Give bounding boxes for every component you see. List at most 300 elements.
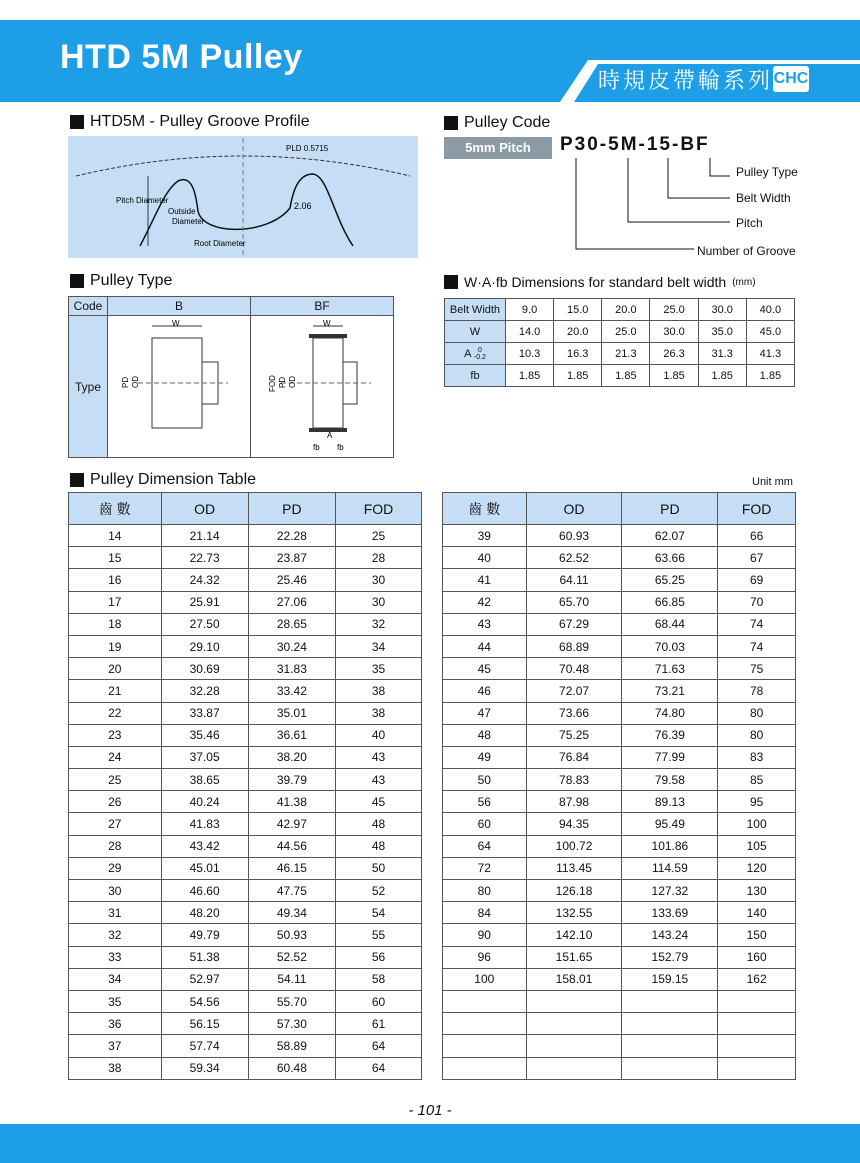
table-cell bbox=[718, 1013, 796, 1035]
table-cell: 60.48 bbox=[248, 1057, 335, 1079]
table-cell: 37 bbox=[69, 1035, 162, 1057]
dims-header-2: PD bbox=[622, 493, 718, 525]
table-cell: 70.48 bbox=[526, 658, 622, 680]
table-row bbox=[69, 547, 422, 569]
table-cell: 26 bbox=[69, 791, 162, 813]
table-cell: 70.03 bbox=[622, 635, 718, 657]
groove-section-title bbox=[70, 113, 310, 131]
table-cell: 15 bbox=[69, 547, 162, 569]
table-cell: 66 bbox=[718, 525, 796, 547]
table-cell: 49.34 bbox=[248, 902, 335, 924]
table-cell: 84 bbox=[443, 902, 527, 924]
table-cell: 52.97 bbox=[161, 968, 248, 990]
table-cell: 62.52 bbox=[526, 547, 622, 569]
table-cell: 54.11 bbox=[248, 968, 335, 990]
table-cell: 35.46 bbox=[161, 724, 248, 746]
table-cell bbox=[622, 1013, 718, 1035]
table-cell: 57.30 bbox=[248, 1013, 335, 1035]
ptype-section-title bbox=[70, 272, 172, 290]
table-cell: 17 bbox=[69, 591, 162, 613]
table-cell: 35 bbox=[336, 658, 422, 680]
table-cell: 101.86 bbox=[622, 835, 718, 857]
pulley-code-value: P30-5M-15-BF bbox=[560, 134, 710, 155]
table-cell: 49.79 bbox=[161, 924, 248, 946]
table-cell: 33 bbox=[69, 946, 162, 968]
wtable-row bbox=[445, 321, 795, 343]
table-row bbox=[69, 702, 422, 724]
table-cell bbox=[718, 990, 796, 1012]
ptype-header-b: B bbox=[108, 297, 251, 316]
dims-title-text: Pulley Dimension Table bbox=[90, 471, 257, 488]
table-cell: 160 bbox=[718, 946, 796, 968]
table-cell: 35.01 bbox=[248, 702, 335, 724]
table-cell: 75.25 bbox=[526, 724, 622, 746]
table-cell: 43 bbox=[336, 769, 422, 791]
table-cell bbox=[718, 1035, 796, 1057]
table-cell: 74 bbox=[718, 613, 796, 635]
table-row bbox=[69, 724, 422, 746]
dims-header-1: OD bbox=[526, 493, 622, 525]
outside-diameter-label-2: Diameter bbox=[172, 217, 205, 226]
table-cell: 45 bbox=[336, 791, 422, 813]
table-cell: 31 bbox=[69, 902, 162, 924]
table-cell: 49 bbox=[443, 746, 527, 768]
table-cell: 38.65 bbox=[161, 769, 248, 791]
table-cell: 41.83 bbox=[161, 813, 248, 835]
dims-header-2: PD bbox=[248, 493, 335, 525]
table-row bbox=[443, 924, 796, 946]
table-cell: 21 bbox=[69, 680, 162, 702]
table-row bbox=[69, 569, 422, 591]
dims-header-0: 齒 數 bbox=[443, 493, 527, 525]
table-cell: 36 bbox=[69, 1013, 162, 1035]
wtable-cell: 1.85 bbox=[554, 365, 602, 387]
table-cell: 120 bbox=[718, 857, 796, 879]
table-cell: 73.21 bbox=[622, 680, 718, 702]
table-cell: 22.73 bbox=[161, 547, 248, 569]
table-cell: 21.14 bbox=[161, 525, 248, 547]
type-b-w-label: W bbox=[172, 319, 180, 328]
table-cell: 20 bbox=[69, 658, 162, 680]
table-cell: 45.01 bbox=[161, 857, 248, 879]
ptype-header-bf: BF bbox=[251, 297, 394, 316]
table-cell bbox=[443, 1057, 527, 1079]
wtable-row-label: fb bbox=[445, 365, 506, 387]
table-cell: 105 bbox=[718, 835, 796, 857]
page-title: HTD 5M Pulley bbox=[60, 38, 303, 76]
table-cell: 29.10 bbox=[161, 635, 248, 657]
table-cell: 72 bbox=[443, 857, 527, 879]
type-bf-w-label: W bbox=[323, 319, 331, 328]
table-cell: 150 bbox=[718, 924, 796, 946]
wtable-cell: 41.3 bbox=[746, 343, 794, 365]
table-cell: 48 bbox=[336, 835, 422, 857]
table-cell: 69 bbox=[718, 569, 796, 591]
table-cell: 70 bbox=[718, 591, 796, 613]
type-b-drawing bbox=[108, 316, 248, 454]
page-subtitle: 時規皮帶輪系列 bbox=[598, 69, 774, 94]
table-cell: 37.05 bbox=[161, 746, 248, 768]
table-cell: 47.75 bbox=[248, 880, 335, 902]
table-row bbox=[69, 791, 422, 813]
table-cell: 73.66 bbox=[526, 702, 622, 724]
table-row bbox=[443, 857, 796, 879]
bullet-square-icon bbox=[444, 275, 458, 289]
table-row bbox=[443, 946, 796, 968]
table-row bbox=[69, 680, 422, 702]
table-cell: 28 bbox=[69, 835, 162, 857]
table-cell: 56.15 bbox=[161, 1013, 248, 1035]
table-cell: 31.83 bbox=[248, 658, 335, 680]
table-row bbox=[69, 813, 422, 835]
table-cell: 80 bbox=[443, 880, 527, 902]
table-cell: 68.44 bbox=[622, 613, 718, 635]
table-cell: 23 bbox=[69, 724, 162, 746]
type-b-pd-label: PD bbox=[121, 376, 130, 388]
table-cell: 67.29 bbox=[526, 613, 622, 635]
table-cell bbox=[526, 1035, 622, 1057]
table-cell: 159.15 bbox=[622, 968, 718, 990]
table-cell: 41 bbox=[443, 569, 527, 591]
table-cell: 100 bbox=[443, 968, 527, 990]
wtable-cell: 40.0 bbox=[746, 299, 794, 321]
table-row bbox=[69, 835, 422, 857]
table-row bbox=[69, 857, 422, 879]
brand-logo: CHC bbox=[773, 66, 809, 92]
table-cell: 28.65 bbox=[248, 613, 335, 635]
table-cell: 54.56 bbox=[161, 990, 248, 1012]
table-cell bbox=[622, 990, 718, 1012]
table-cell: 83 bbox=[718, 746, 796, 768]
table-cell: 24.32 bbox=[161, 569, 248, 591]
table-cell: 152.79 bbox=[622, 946, 718, 968]
table-cell: 23.87 bbox=[248, 547, 335, 569]
table-cell: 79.58 bbox=[622, 769, 718, 791]
table-row bbox=[69, 746, 422, 768]
table-cell: 22 bbox=[69, 702, 162, 724]
table-cell: 38 bbox=[336, 702, 422, 724]
code-title-text: Pulley Code bbox=[464, 114, 551, 131]
wtable-cell: 30.0 bbox=[650, 321, 698, 343]
table-cell: 78 bbox=[718, 680, 796, 702]
table-row bbox=[443, 658, 796, 680]
a-tol-lower: -0.2 bbox=[473, 353, 486, 361]
type-bf-drawing-cell bbox=[251, 316, 394, 458]
wtable-row bbox=[445, 299, 795, 321]
table-cell: 47 bbox=[443, 702, 527, 724]
table-row bbox=[443, 880, 796, 902]
table-cell: 61 bbox=[336, 1013, 422, 1035]
table-cell bbox=[622, 1057, 718, 1079]
table-cell: 74.80 bbox=[622, 702, 718, 724]
table-cell: 66.85 bbox=[622, 591, 718, 613]
table-cell: 40 bbox=[336, 724, 422, 746]
table-cell: 38.20 bbox=[248, 746, 335, 768]
table-cell: 50.93 bbox=[248, 924, 335, 946]
table-row bbox=[69, 1057, 422, 1079]
type-bf-fod-label: FOD bbox=[268, 375, 277, 392]
table-cell: 36.61 bbox=[248, 724, 335, 746]
wtable-unit: (mm) bbox=[732, 276, 756, 288]
table-row bbox=[69, 902, 422, 924]
table-cell: 142.10 bbox=[526, 924, 622, 946]
table-cell: 133.69 bbox=[622, 902, 718, 924]
table-row bbox=[443, 591, 796, 613]
table-row bbox=[69, 591, 422, 613]
table-row bbox=[443, 635, 796, 657]
wtable-cell: 10.3 bbox=[506, 343, 554, 365]
table-cell: 42 bbox=[443, 591, 527, 613]
table-cell: 60.93 bbox=[526, 525, 622, 547]
table-cell: 38 bbox=[336, 680, 422, 702]
ptype-row-label: Type bbox=[69, 316, 108, 458]
table-cell: 77.99 bbox=[622, 746, 718, 768]
table-cell: 60 bbox=[443, 813, 527, 835]
table-cell: 30 bbox=[336, 569, 422, 591]
table-cell: 58.89 bbox=[248, 1035, 335, 1057]
table-cell: 65.25 bbox=[622, 569, 718, 591]
wtable-cell: 16.3 bbox=[554, 343, 602, 365]
dims-header-0: 齒 數 bbox=[69, 493, 162, 525]
table-row bbox=[69, 1013, 422, 1035]
table-cell: 58 bbox=[336, 968, 422, 990]
wtable-row-label: W bbox=[445, 321, 506, 343]
table-cell: 33.42 bbox=[248, 680, 335, 702]
table-cell: 100 bbox=[718, 813, 796, 835]
wtable-cell: 21.3 bbox=[602, 343, 650, 365]
code-label-pitch: Pitch bbox=[736, 216, 763, 230]
table-row bbox=[69, 924, 422, 946]
table-cell bbox=[443, 1013, 527, 1035]
table-row bbox=[443, 990, 796, 1012]
table-cell: 85 bbox=[718, 769, 796, 791]
table-cell: 95 bbox=[718, 791, 796, 813]
table-cell: 130 bbox=[718, 880, 796, 902]
table-cell bbox=[718, 1057, 796, 1079]
table-row bbox=[69, 613, 422, 635]
depth-label: 2.06 bbox=[294, 201, 312, 211]
dims-header-3: FOD bbox=[336, 493, 422, 525]
table-cell: 25 bbox=[336, 525, 422, 547]
table-cell: 27.50 bbox=[161, 613, 248, 635]
code-section-title bbox=[444, 114, 550, 132]
table-cell: 74 bbox=[718, 635, 796, 657]
type-bf-fb-left-label: fb bbox=[313, 443, 320, 452]
wtable-cell: 20.0 bbox=[554, 321, 602, 343]
type-bf-drawing bbox=[251, 316, 391, 454]
pld-label: PLD 0.5715 bbox=[286, 144, 329, 153]
table-cell: 52.52 bbox=[248, 946, 335, 968]
wtable-row bbox=[445, 343, 795, 365]
dims-header-3: FOD bbox=[718, 493, 796, 525]
table-cell: 27.06 bbox=[248, 591, 335, 613]
table-row bbox=[443, 968, 796, 990]
table-row bbox=[69, 990, 422, 1012]
table-cell: 39 bbox=[443, 525, 527, 547]
table-cell: 67 bbox=[718, 547, 796, 569]
pitch-badge: 5mm Pitch bbox=[444, 137, 552, 159]
wtable-cell: 1.85 bbox=[698, 365, 746, 387]
outside-diameter-label-1: Outside bbox=[168, 207, 196, 216]
table-cell: 29 bbox=[69, 857, 162, 879]
table-cell: 32 bbox=[69, 924, 162, 946]
table-row bbox=[443, 746, 796, 768]
wtable-cell: 25.0 bbox=[650, 299, 698, 321]
table-cell: 59.34 bbox=[161, 1057, 248, 1079]
table-cell bbox=[622, 1035, 718, 1057]
table-cell: 75 bbox=[718, 658, 796, 680]
dimension-table-right bbox=[442, 492, 796, 1080]
table-cell: 41.38 bbox=[248, 791, 335, 813]
bullet-square-icon bbox=[70, 115, 84, 129]
table-cell: 140 bbox=[718, 902, 796, 924]
table-row bbox=[443, 835, 796, 857]
table-cell: 60 bbox=[336, 990, 422, 1012]
type-bf-od-label: OD bbox=[288, 376, 297, 388]
table-cell: 71.63 bbox=[622, 658, 718, 680]
wtable-cell: 9.0 bbox=[506, 299, 554, 321]
table-cell: 56 bbox=[336, 946, 422, 968]
table-row bbox=[443, 1057, 796, 1079]
table-cell: 25 bbox=[69, 769, 162, 791]
ptype-header-code: Code bbox=[69, 297, 108, 316]
table-cell bbox=[443, 1035, 527, 1057]
table-cell: 32.28 bbox=[161, 680, 248, 702]
wtable-cell: 25.0 bbox=[602, 321, 650, 343]
wtable-cell: 1.85 bbox=[602, 365, 650, 387]
table-row bbox=[69, 635, 422, 657]
table-cell: 19 bbox=[69, 635, 162, 657]
table-cell: 64.11 bbox=[526, 569, 622, 591]
table-cell: 40.24 bbox=[161, 791, 248, 813]
table-cell: 46.15 bbox=[248, 857, 335, 879]
code-label-number-of-groove: Number of Groove bbox=[697, 244, 796, 258]
ptype-title-text: Pulley Type bbox=[90, 272, 173, 289]
table-cell: 76.39 bbox=[622, 724, 718, 746]
code-label-belt-width: Belt Width bbox=[736, 191, 791, 205]
pulley-type-table bbox=[68, 296, 394, 458]
wtable-cell: 30.0 bbox=[698, 299, 746, 321]
table-row bbox=[443, 724, 796, 746]
table-row bbox=[69, 769, 422, 791]
wtable-cell: 31.3 bbox=[698, 343, 746, 365]
table-cell: 28 bbox=[336, 547, 422, 569]
table-cell: 151.65 bbox=[526, 946, 622, 968]
wtable-section-title bbox=[444, 274, 756, 290]
table-cell: 54 bbox=[336, 902, 422, 924]
table-cell: 30 bbox=[69, 880, 162, 902]
table-cell: 56 bbox=[443, 791, 527, 813]
type-b-drawing-cell bbox=[108, 316, 251, 458]
table-cell: 48.20 bbox=[161, 902, 248, 924]
table-cell: 80 bbox=[718, 724, 796, 746]
wtable-cell: 35.0 bbox=[698, 321, 746, 343]
table-cell: 30.24 bbox=[248, 635, 335, 657]
table-row bbox=[443, 1013, 796, 1035]
wtable-cell: 15.0 bbox=[554, 299, 602, 321]
table-row bbox=[443, 613, 796, 635]
wtable-cell: 26.3 bbox=[650, 343, 698, 365]
table-cell: 34 bbox=[69, 968, 162, 990]
table-cell: 95.49 bbox=[622, 813, 718, 835]
table-cell: 25.91 bbox=[161, 591, 248, 613]
wtable-row-label: Belt Width bbox=[445, 299, 506, 321]
table-cell: 16 bbox=[69, 569, 162, 591]
bullet-square-icon bbox=[70, 473, 84, 487]
table-row bbox=[69, 946, 422, 968]
wtable-cell: 14.0 bbox=[506, 321, 554, 343]
table-cell bbox=[443, 990, 527, 1012]
table-cell: 78.83 bbox=[526, 769, 622, 791]
table-cell: 126.18 bbox=[526, 880, 622, 902]
table-cell: 96 bbox=[443, 946, 527, 968]
table-row bbox=[443, 813, 796, 835]
table-row bbox=[443, 769, 796, 791]
wtable-cell: 45.0 bbox=[746, 321, 794, 343]
table-row bbox=[69, 1035, 422, 1057]
table-cell: 45 bbox=[443, 658, 527, 680]
dims-header-1: OD bbox=[161, 493, 248, 525]
table-row bbox=[443, 1035, 796, 1057]
table-cell: 44.56 bbox=[248, 835, 335, 857]
table-cell: 34 bbox=[336, 635, 422, 657]
table-cell: 24 bbox=[69, 746, 162, 768]
table-cell: 33.87 bbox=[161, 702, 248, 724]
table-cell: 68.89 bbox=[526, 635, 622, 657]
table-cell: 162 bbox=[718, 968, 796, 990]
table-cell: 42.97 bbox=[248, 813, 335, 835]
table-cell: 89.13 bbox=[622, 791, 718, 813]
table-cell: 38 bbox=[69, 1057, 162, 1079]
table-cell: 30.69 bbox=[161, 658, 248, 680]
table-cell: 25.46 bbox=[248, 569, 335, 591]
type-b-od-label: OD bbox=[131, 376, 140, 388]
table-cell: 55.70 bbox=[248, 990, 335, 1012]
table-row bbox=[443, 902, 796, 924]
table-row bbox=[69, 525, 422, 547]
table-cell: 143.24 bbox=[622, 924, 718, 946]
table-cell: 48 bbox=[443, 724, 527, 746]
table-cell: 40 bbox=[443, 547, 527, 569]
table-row bbox=[69, 880, 422, 902]
wtable-cell: 1.85 bbox=[506, 365, 554, 387]
groove-profile-svg bbox=[68, 136, 418, 258]
table-cell: 14 bbox=[69, 525, 162, 547]
root-diameter-label: Root Diameter bbox=[194, 239, 246, 248]
table-cell: 63.66 bbox=[622, 547, 718, 569]
table-cell: 18 bbox=[69, 613, 162, 635]
table-cell: 72.07 bbox=[526, 680, 622, 702]
table-cell: 114.59 bbox=[622, 857, 718, 879]
table-cell: 30 bbox=[336, 591, 422, 613]
dims-unit: Unit mm bbox=[752, 476, 793, 488]
table-cell: 44 bbox=[443, 635, 527, 657]
type-bf-a-label: A bbox=[327, 431, 333, 440]
table-row bbox=[443, 569, 796, 591]
table-cell: 50 bbox=[443, 769, 527, 791]
table-cell: 39.79 bbox=[248, 769, 335, 791]
a-tol-upper: 0 bbox=[477, 346, 482, 354]
table-row bbox=[443, 547, 796, 569]
table-cell: 50 bbox=[336, 857, 422, 879]
wtable-a-label: A bbox=[464, 347, 471, 360]
table-cell: 46.60 bbox=[161, 880, 248, 902]
table-row bbox=[443, 702, 796, 724]
table-cell: 90 bbox=[443, 924, 527, 946]
table-cell: 55 bbox=[336, 924, 422, 946]
wtable-title-text: W·A·fb Dimensions for standard belt width bbox=[464, 274, 727, 290]
table-cell: 22.28 bbox=[248, 525, 335, 547]
